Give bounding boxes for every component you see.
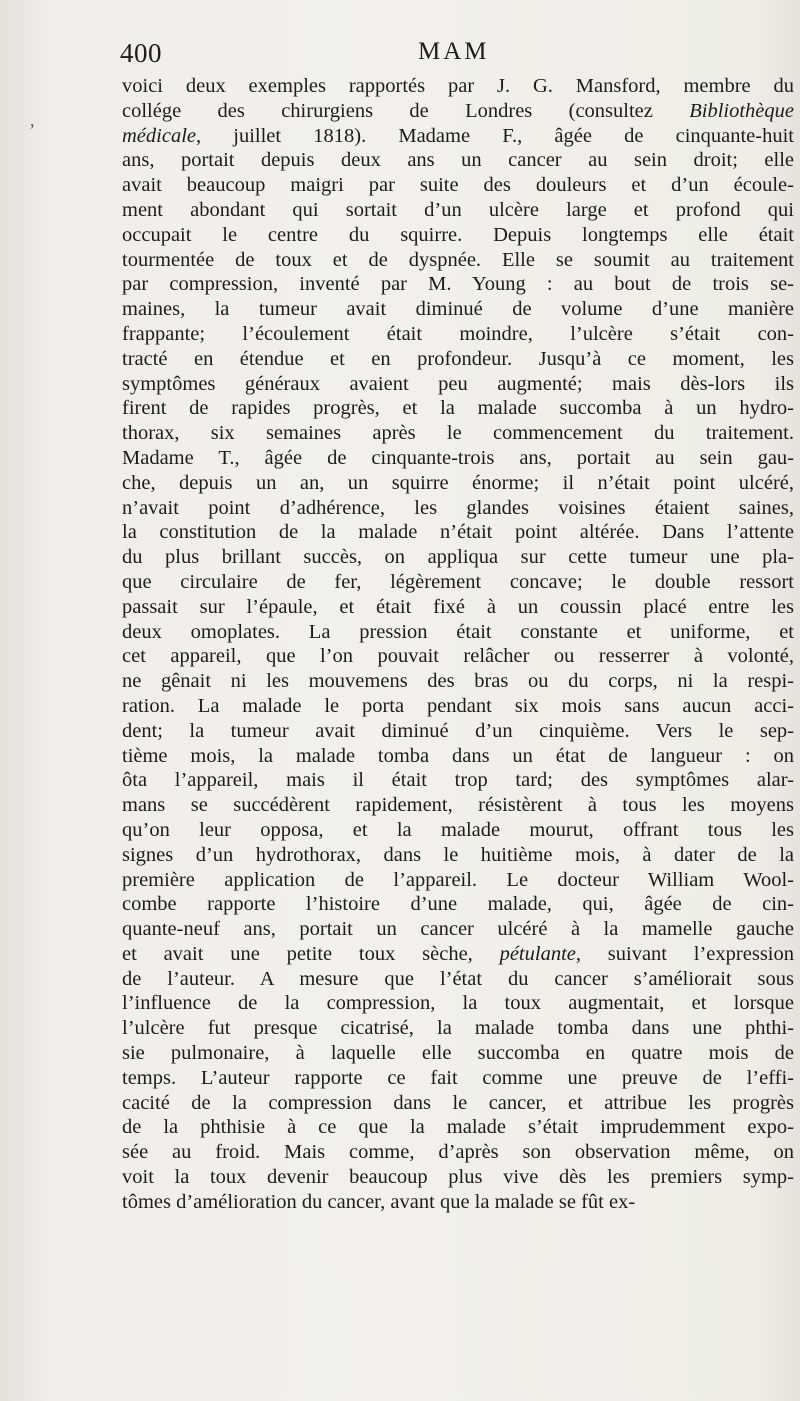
- text-line: che, depuis un an, un squirre énorme; il n’était point ulcéré,: [122, 471, 794, 494]
- text-line: cet appareil, que l’on pouvait relâcher ou resserrer à volonté,: [122, 645, 794, 668]
- text-line: voici deux exemples rapportés par J. G. Mansford, membre du: [122, 75, 794, 97]
- text-line: tômes d’amélioration du cancer, avant que la malade se fût ex-: [122, 1190, 636, 1213]
- text-line: de la phthisie à ce que la malade s’était imprudemment expo-: [122, 1116, 794, 1139]
- text-line: quante-neuf ans, portait un cancer ulcéré à la mamelle gauche: [122, 918, 794, 941]
- text-line: ôta l’appareil, mais il était trop tard; des symptômes alar-: [122, 769, 794, 792]
- text-line: que circulaire de fer, légèrement concave; le double ressort: [122, 570, 794, 593]
- text-line: thorax, six semaines après le commencement du traitement.: [122, 422, 794, 445]
- text-line: signes d’un hydrothorax, dans le huitième mois, à dater de la: [122, 843, 794, 866]
- text-line: médicale, juillet 1818). Madame F., âgée de cinquante-huit: [122, 124, 794, 147]
- text-line: temps. L’auteur rapporte ce fait comme une preuve de l’effi-: [122, 1066, 794, 1089]
- text-line: par compression, inventé par M. Young : au bout de trois se-: [122, 273, 794, 296]
- text-line: l’influence de la compression, la toux augmentait, et lorsque: [122, 992, 794, 1015]
- text-line: avait beaucoup maigri par suite des douleurs et d’un écoule-: [122, 174, 794, 197]
- text-line: tième mois, la malade tomba dans un état de langueur : on: [122, 744, 794, 767]
- text-line: ration. La malade le porta pendant six mois sans aucun acci-: [122, 694, 794, 717]
- text-line: deux omoplates. La pression était constante et uniforme, et: [122, 620, 794, 643]
- text-line: qu’on leur opposa, et la malade mourut, offrant tous les: [122, 818, 794, 841]
- text-line: firent de rapides progrès, et la malade succomba à un hydro-: [122, 397, 794, 420]
- page-header: [120, 38, 800, 72]
- text-line: occupait le centre du squirre. Depuis longtemps elle était: [122, 223, 794, 246]
- text-line: sée au froid. Mais comme, d’après son observation même, on: [122, 1141, 794, 1164]
- margin-mark: ,: [30, 110, 35, 130]
- text-line: de l’auteur. A mesure que l’état du cancer s’améliorait sous: [122, 967, 794, 990]
- text-line: ans, portait depuis deux ans un cancer au sein droit; elle: [122, 149, 794, 172]
- text-line: voit la toux devenir beaucoup plus vive dès les premiers symp-: [122, 1166, 794, 1189]
- text-line: ne gênait ni les mouvemens des bras ou du corps, ni la respi-: [122, 670, 794, 693]
- text-line: la constitution de la malade n’était point altérée. Dans l’attente: [122, 521, 794, 544]
- running-head: MAM: [418, 38, 490, 65]
- text-line: tourmentée de toux et de dyspnée. Elle se soumit au traitement: [122, 248, 794, 271]
- text-line: collége des chirurgiens de Londres (consultez Bibliothèque: [122, 99, 794, 122]
- text-line: du plus brillant succès, on appliqua sur cette tumeur une pla-: [122, 546, 794, 569]
- body-text: [122, 74, 794, 1215]
- text-line: maines, la tumeur avait diminué de volume d’une manière: [122, 298, 794, 321]
- page-number: 400: [120, 38, 162, 68]
- text-line: Madame T., âgée de cinquante-trois ans, portait au sein gau-: [122, 446, 794, 469]
- text-line: combe rapporte l’histoire d’une malade, qui, âgée de cin-: [122, 893, 794, 916]
- text-line: dent; la tumeur avait diminué d’un cinquième. Vers le sep-: [122, 719, 794, 742]
- text-line: frappante; l’écoulement était moindre, l’ulcère s’était con-: [122, 322, 794, 345]
- text-line: symptômes généraux avaient peu augmenté; mais dès-lors ils: [122, 372, 794, 395]
- text-line: ment abondant qui sortait d’un ulcère large et profond qui: [122, 198, 794, 221]
- text-line: passait sur l’épaule, et était fixé à un coussin placé entre les: [122, 595, 794, 618]
- text-line: mans se succédèrent rapidement, résistèrent à tous les moyens: [122, 794, 794, 817]
- text-line: l’ulcère fut presque cicatrisé, la malade tomba dans une phthi-: [122, 1017, 794, 1040]
- text-line: sie pulmonaire, à laquelle elle succomba en quatre mois de: [122, 1042, 794, 1065]
- text-line: et avait une petite toux sèche, pétulante, suivant l’expression: [122, 942, 794, 965]
- text-line: tracté en étendue et en profondeur. Jusqu’à ce moment, les: [122, 347, 794, 370]
- text-line: première application de l’appareil. Le docteur William Wool-: [122, 868, 794, 891]
- text-line: n’avait point d’adhérence, les glandes voisines étaient saines,: [122, 496, 794, 519]
- text-line: cacité de la compression dans le cancer, et attribue les progrès: [122, 1091, 794, 1114]
